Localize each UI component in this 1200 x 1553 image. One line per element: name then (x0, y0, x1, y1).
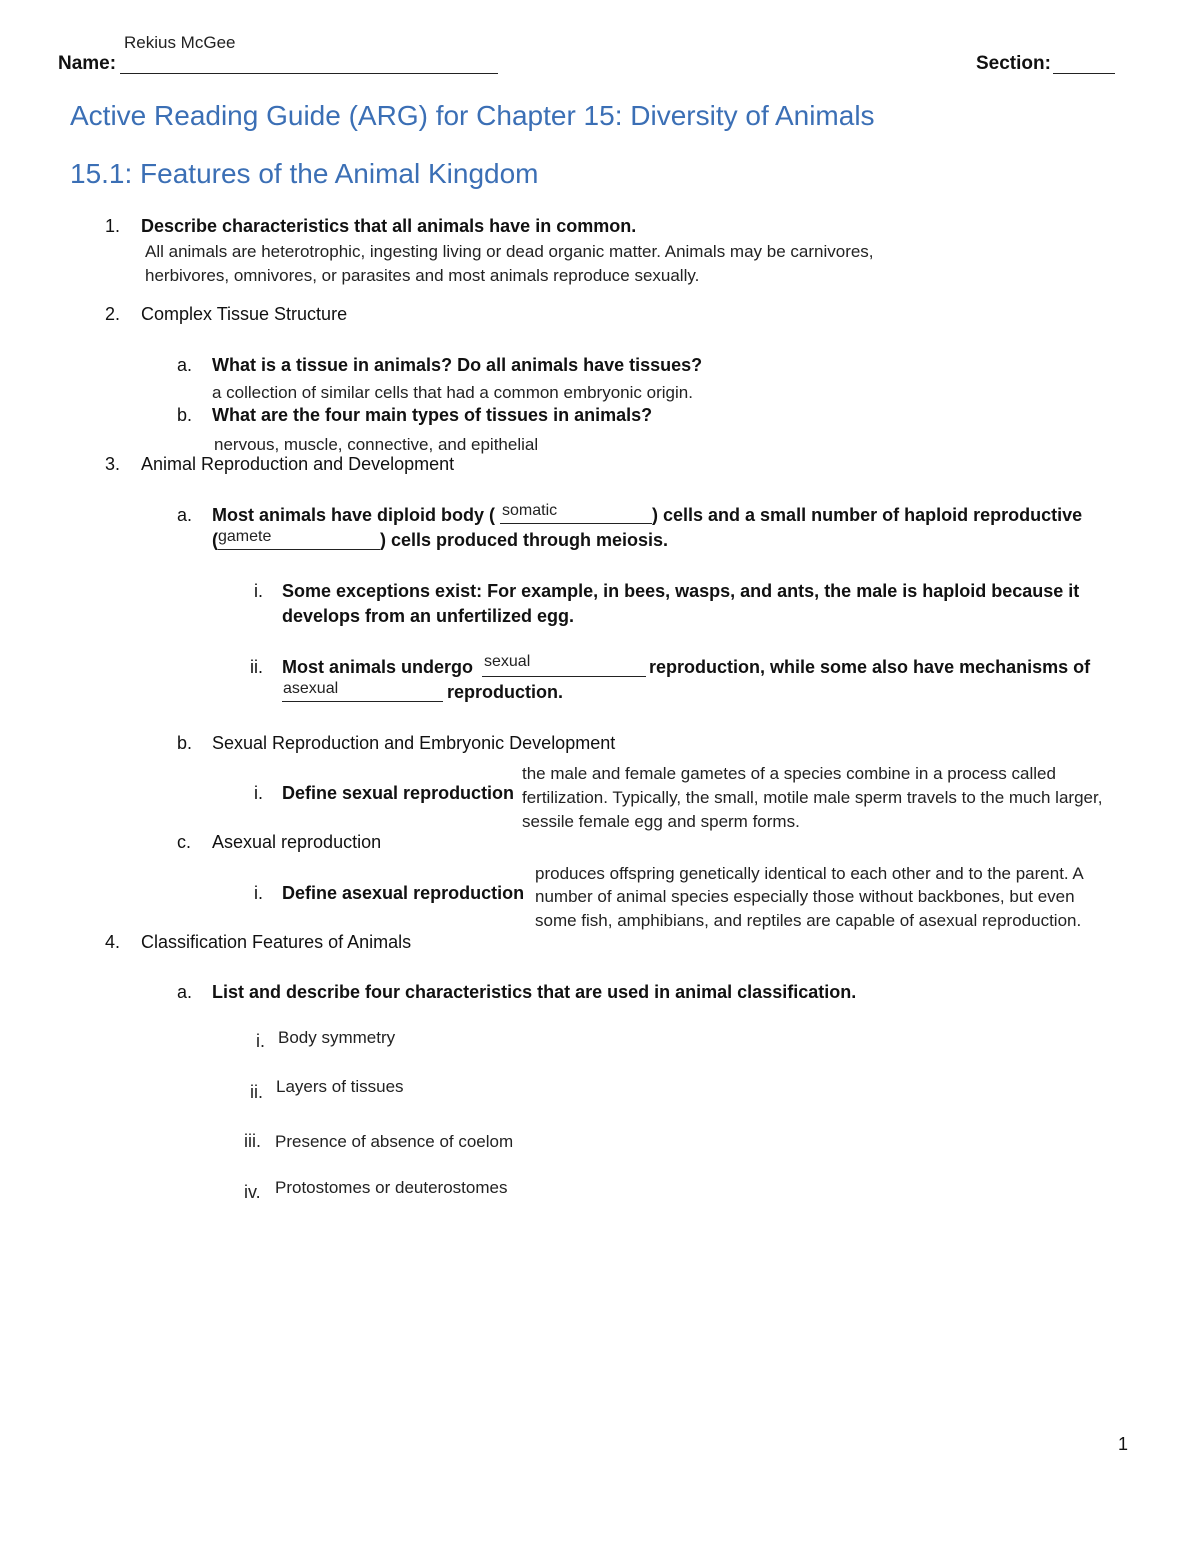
q3a-marker: a. (177, 505, 193, 525)
q2-heading: Complex Tissue Structure (141, 304, 348, 324)
q1-answer-line1[interactable]: All animals are heterotrophic, ingesting living or dead organic matter. Animals may be carnivores, (145, 242, 874, 261)
q2-number: 2. (105, 304, 121, 324)
sexual-blank[interactable] (482, 676, 646, 677)
q3ai-marker: i. (254, 581, 263, 601)
q3bi-answer-line3[interactable]: sessile female egg and sperm forms. (522, 812, 800, 831)
section-label: Section: (976, 53, 1051, 74)
asexual-fill[interactable]: asexual (283, 680, 339, 697)
sexual-fill[interactable]: sexual (484, 653, 531, 670)
q2b-answer[interactable]: nervous, muscle, connective, and epithelial (214, 435, 539, 454)
q4-heading: Classification Features of Animals (141, 932, 412, 952)
q3aii-text-part2: reproduction, while some also have mechanisms of (649, 657, 1091, 677)
q3bi-answer-line1[interactable]: the male and female gametes of a species combine in a process called (522, 764, 1056, 783)
q3a-text-part4: ) cells produced through meiosis. (380, 530, 669, 550)
section-line[interactable] (1053, 73, 1115, 74)
q3aii-text-part3: reproduction. (447, 682, 563, 702)
student-name: Rekius McGee (124, 33, 236, 52)
q4-item-1-answer[interactable]: Body symmetry (278, 1028, 396, 1047)
q3c-heading: Asexual reproduction (212, 832, 382, 852)
q3bi-answer-line2[interactable]: fertilization. Typically, the small, motile male sperm travels to the much larger, (522, 788, 1103, 807)
q4a-question: List and describe four characteristics that are used in animal classification. (212, 982, 857, 1002)
q4-item-3-marker: iii. (244, 1131, 261, 1151)
q4-item-2-answer[interactable]: Layers of tissues (276, 1077, 404, 1096)
q4-item-3-answer[interactable]: Presence of absence of coelom (275, 1132, 514, 1151)
q3ai-line1: Some exceptions exist: For example, in bees, wasps, and ants, the male is haploid because it (282, 581, 1080, 601)
q1-number: 1. (105, 216, 121, 236)
q3bi-marker: i. (254, 783, 263, 803)
q2b-question: What are the four main types of tissues in animals? (212, 405, 653, 425)
q4a-marker: a. (177, 982, 193, 1002)
q3a-text-part3: ( (212, 530, 218, 550)
q4-item-1-marker: i. (256, 1031, 265, 1051)
q2b-marker: b. (177, 405, 193, 425)
q1-answer-line2[interactable]: herbivores, omnivores, or parasites and most animals reproduce sexually. (145, 266, 700, 285)
q2a-marker: a. (177, 355, 193, 375)
q2a-question: What is a tissue in animals? Do all animals have tissues? (212, 355, 703, 375)
q3bi-question: Define sexual reproduction (282, 783, 515, 803)
q3b-heading: Sexual Reproduction and Embryonic Development (212, 733, 616, 753)
q3ci-answer-line2[interactable]: number of animal species especially those without backbones, but even (535, 887, 1075, 906)
q3c-marker: c. (177, 832, 192, 852)
gamete-blank[interactable] (218, 549, 380, 550)
q3ci-question: Define asexual reproduction (282, 883, 525, 903)
gamete-fill[interactable]: gamete (218, 528, 272, 545)
q4-number: 4. (105, 932, 121, 952)
q3ci-answer-line1[interactable]: produces offspring genetically identical to each other and to the parent. A (535, 864, 1084, 883)
q3ai-line2: develops from an unfertilized egg. (282, 606, 575, 626)
page-number: 1 (1118, 1434, 1129, 1454)
q3a-text-part2: ) cells and a small number of haploid reproductive (652, 505, 1083, 525)
q3aii-marker: ii. (250, 657, 263, 677)
document-title: Active Reading Guide (ARG) for Chapter 15: Diversity of Animals (70, 100, 875, 131)
q4-item-2-marker: ii. (250, 1082, 263, 1102)
somatic-fill[interactable]: somatic (502, 502, 558, 519)
somatic-blank[interactable] (500, 523, 652, 524)
q1-question: Describe characteristics that all animals have in common. (141, 216, 637, 236)
q3-number: 3. (105, 454, 121, 474)
q3-heading: Animal Reproduction and Development (141, 454, 455, 474)
name-label: Name: (58, 53, 117, 74)
asexual-blank[interactable] (282, 701, 443, 702)
q3ci-answer-line3[interactable]: some fish, amphibians, and reptiles are capable of asexual reproduction. (535, 911, 1082, 930)
q3a-text-part1: Most animals have diploid body ( (212, 505, 496, 525)
q4-item-4-marker: iv. (244, 1182, 261, 1202)
q3ci-marker: i. (254, 883, 263, 903)
section-heading: 15.1: Features of the Animal Kingdom (70, 158, 539, 189)
q4-item-4-answer[interactable]: Protostomes or deuterostomes (275, 1178, 508, 1197)
q2a-answer[interactable]: a collection of similar cells that had a common embryonic origin. (212, 383, 693, 402)
q3b-marker: b. (177, 733, 193, 753)
name-line[interactable] (120, 73, 498, 74)
q3aii-text-part1: Most animals undergo (282, 657, 474, 677)
